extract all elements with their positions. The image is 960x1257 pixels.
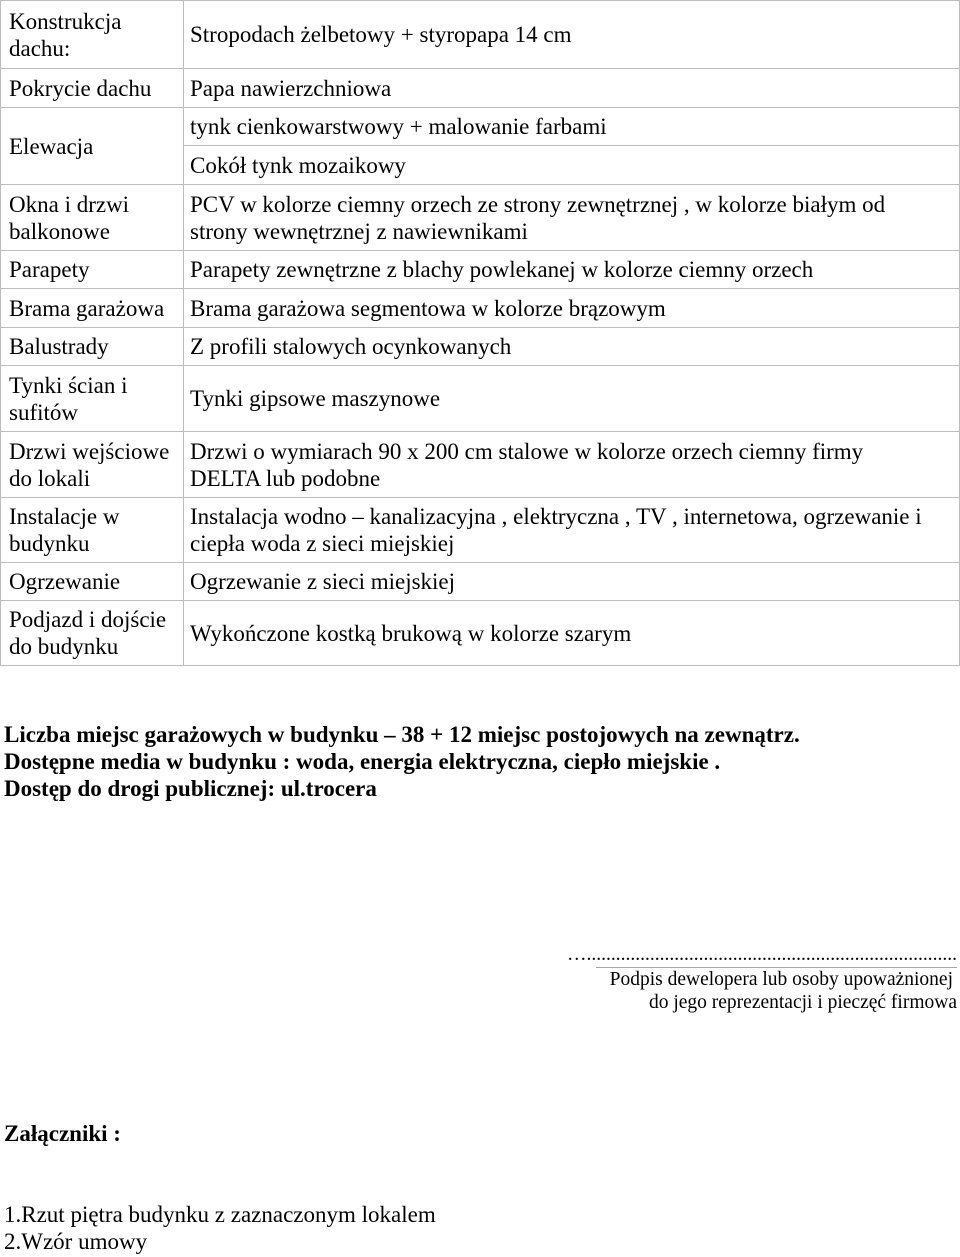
signature-caption bbox=[596, 967, 957, 1014]
spec-label: Konstrukcja dachu: bbox=[1, 1, 184, 69]
spec-label: Balustrady bbox=[1, 328, 184, 366]
attachments-heading: Załączniki : bbox=[4, 1121, 121, 1146]
attachments-list bbox=[4, 1201, 436, 1255]
spec-value: tynk cienkowarstwowy + malowanie farbami bbox=[184, 108, 960, 146]
spec-row-balustrades bbox=[1, 328, 960, 366]
spec-row-entrance-doors bbox=[1, 432, 960, 498]
spec-row-heating bbox=[1, 563, 960, 601]
spec-value: Papa nawierzchniowa bbox=[184, 69, 960, 108]
spec-label: Elewacja bbox=[1, 108, 184, 185]
spec-value: Ogrzewanie z sieci miejskiej bbox=[184, 563, 960, 601]
signature-dots: …............................................................................ bbox=[567, 944, 957, 965]
spec-label: Parapety bbox=[1, 251, 184, 289]
spec-label: Brama garażowa bbox=[1, 289, 184, 328]
road-access-line: Dostęp do drogi publicznej: ul.trocera bbox=[4, 776, 377, 801]
spec-value: Cokół tynk mozaikowy bbox=[184, 146, 960, 185]
spec-row-sills bbox=[1, 251, 960, 289]
spec-label: Ogrzewanie bbox=[1, 563, 184, 601]
spec-row-windows bbox=[1, 185, 960, 251]
media-info-line: Dostępne media w budynku : woda, energia elektryczna, ciepło miejskie . bbox=[4, 749, 721, 774]
spec-value: Drzwi o wymiarach 90 x 200 cm stalowe w kolorze orzech ciemny firmy DELTA lub podobne bbox=[184, 432, 960, 498]
spec-value: Tynki gipsowe maszynowe bbox=[184, 366, 960, 432]
spec-label: Pokrycie dachu bbox=[1, 69, 184, 108]
building-info bbox=[4, 721, 800, 802]
attachment-item: 2.Wzór umowy bbox=[4, 1229, 148, 1254]
garage-info-line: Liczba miejsc garażowych w budynku – 38 + 12 miejsc postojowych na zewnątrz. bbox=[4, 722, 800, 747]
signature-block bbox=[560, 943, 957, 1014]
spec-row-facade bbox=[1, 108, 960, 146]
spec-row-roof-structure bbox=[1, 1, 960, 69]
spec-value: Z profili stalowych ocynkowanych bbox=[184, 328, 960, 366]
spec-row-plaster bbox=[1, 366, 960, 432]
spec-label: Tynki ścian i sufitów bbox=[1, 366, 184, 432]
spec-value: PCV w kolorze ciemny orzech ze strony zewnętrznej , w kolorze białym od strony wewnętrznej z nawiewnikami bbox=[184, 185, 960, 251]
signature-caption-line: do jego reprezentacji i pieczęć firmowa bbox=[648, 992, 957, 1013]
spec-value: Brama garażowa segmentowa w kolorze brązowym bbox=[184, 289, 960, 328]
spec-value: Stropodach żelbetowy + styropapa 14 cm bbox=[184, 1, 960, 69]
spec-label: Podjazd i dojście do budynku bbox=[1, 601, 184, 666]
spec-value: Instalacja wodno – kanalizacyjna , elektryczna , TV , internetowa, ogrzewanie i ciepła woda z sieci miejskiej bbox=[184, 498, 960, 563]
spec-row-roof-covering bbox=[1, 69, 960, 108]
signature-caption-line: Podpis dewelopera lub osoby upoważnionej bbox=[609, 969, 953, 990]
spec-value: Parapety zewnętrzne z blachy powlekanej w kolorze ciemny orzech bbox=[184, 251, 960, 289]
attachment-item: 1.Rzut piętra budynku z zaznaczonym lokalem bbox=[4, 1202, 436, 1227]
spec-value: Wykończone kostką brukową w kolorze szarym bbox=[184, 601, 960, 666]
spec-row-installations bbox=[1, 498, 960, 563]
spec-label: Instalacje w budynku bbox=[1, 498, 184, 563]
spec-label: Drzwi wejściowe do lokali bbox=[1, 432, 184, 498]
spec-row-driveway bbox=[1, 601, 960, 666]
spec-row-garage-door bbox=[1, 289, 960, 328]
spec-label: Okna i drzwi balkonowe bbox=[1, 185, 184, 251]
